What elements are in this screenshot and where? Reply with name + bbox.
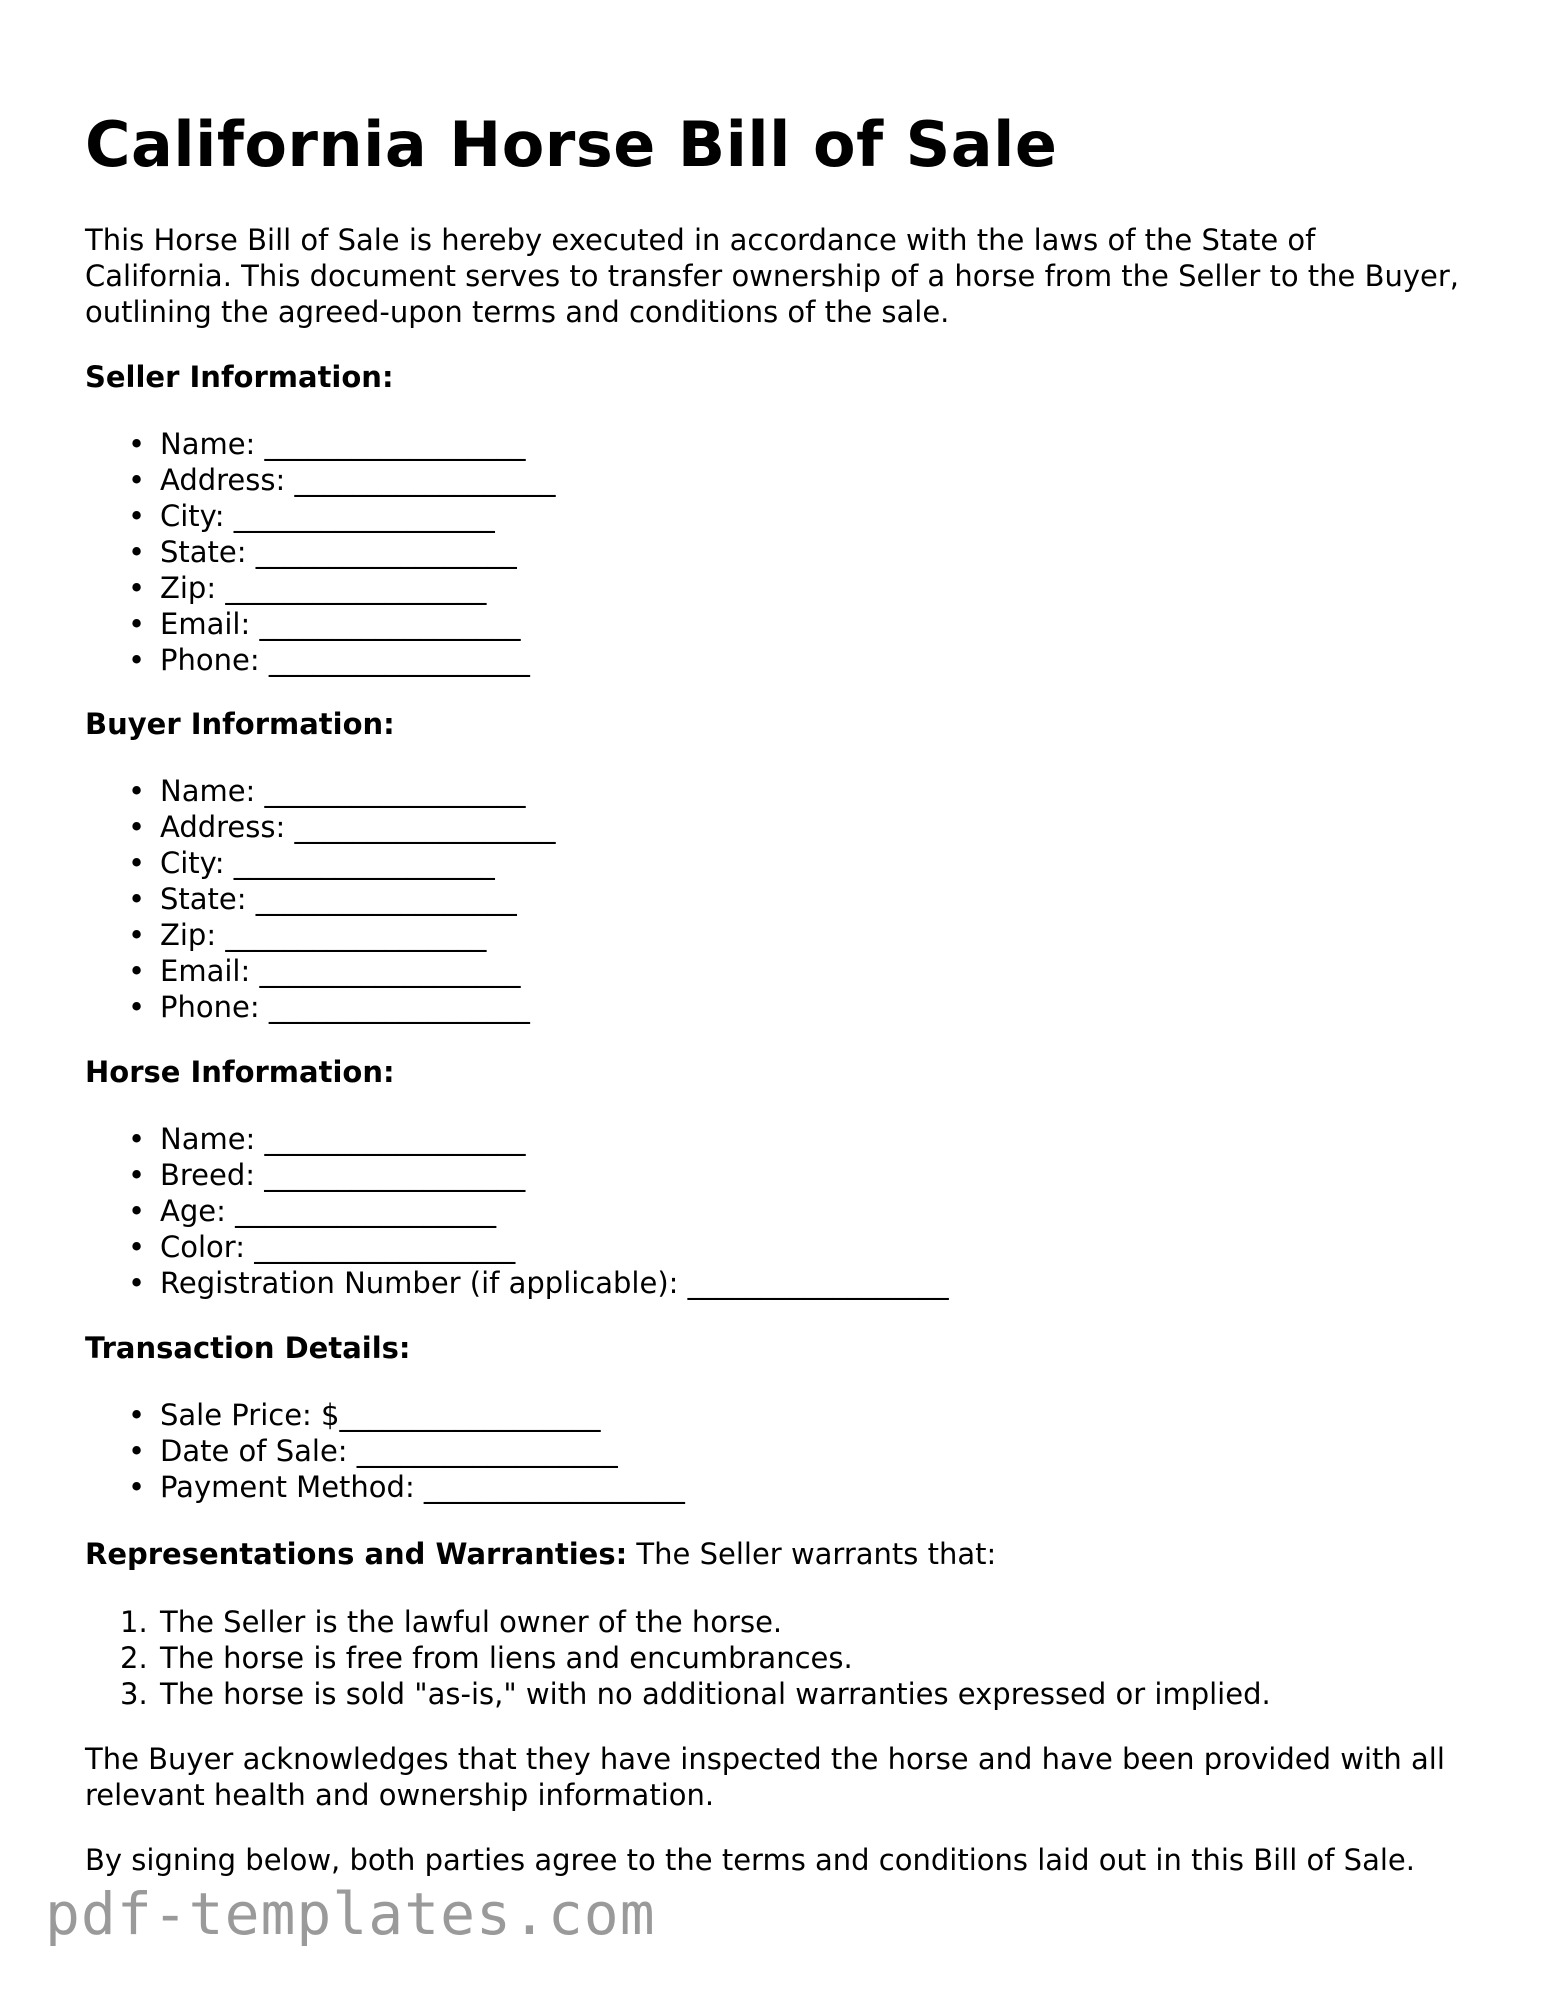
representations-heading: Representations and Warranties: — [85, 1537, 628, 1571]
buyer-heading: Buyer Information: — [85, 707, 395, 741]
sale-price-field: • Sale Price: $__________________ — [160, 1397, 685, 1433]
seller-name-field: • Name: __________________ — [160, 426, 555, 462]
buyer-address-field: • Address: __________________ — [160, 809, 555, 845]
horse-name-field: • Name: __________________ — [160, 1121, 949, 1157]
horse-age-field: • Age: __________________ — [160, 1193, 949, 1229]
warranty-item — [120, 1604, 1271, 1640]
buyer-name-field: • Name: __________________ — [160, 773, 555, 809]
horse-color-field: • Color: __________________ — [160, 1229, 949, 1265]
buyer-state-field: • State: __________________ — [160, 881, 555, 917]
warranty-text: The horse is sold "as-is," with no additional warranties expressed or implied. — [160, 1677, 1271, 1711]
intro-paragraph: This Horse Bill of Sale is hereby executed in accordance with the laws of the State of California. This document serves to transfer ownership of a horse from the Seller to the Buyer, outlining the agreed-upon terms and conditions of the sale. — [85, 223, 1460, 329]
transaction-fields — [85, 1397, 685, 1505]
buyer-phone-field: • Phone: __________________ — [160, 989, 555, 1025]
warranty-item — [120, 1676, 1271, 1712]
representations-paragraph — [85, 1536, 996, 1572]
seller-address-field: • Address: __________________ — [160, 462, 555, 498]
transaction-heading: Transaction Details: — [85, 1331, 411, 1365]
warranty-text: The Seller is the lawful owner of the horse. — [160, 1605, 783, 1639]
seller-zip-field: • Zip: __________________ — [160, 570, 555, 606]
warranty-number: 1. — [120, 1605, 148, 1639]
horse-heading: Horse Information: — [85, 1055, 395, 1089]
warranty-number: 3. — [120, 1677, 148, 1711]
warranty-item — [120, 1640, 1271, 1676]
warranties-list — [85, 1604, 1271, 1712]
horse-registration-field: • Registration Number (if applicable): __________________ — [160, 1265, 949, 1301]
watermark: pdf-templates.com — [45, 1880, 656, 1948]
buyer-fields — [85, 773, 555, 1025]
document-title: California Horse Bill of Sale — [85, 108, 1058, 181]
acknowledgment-paragraph: The Buyer acknowledges that they have inspected the horse and have been provided with all relevant health and ownership information. — [85, 1742, 1445, 1812]
seller-city-field: • City: __________________ — [160, 498, 555, 534]
signing-paragraph: By signing below, both parties agree to the terms and conditions laid out in this Bill of Sale. — [85, 1843, 1415, 1877]
representations-lead: The Seller warrants that: — [627, 1537, 997, 1571]
seller-email-field: • Email: __________________ — [160, 606, 555, 642]
seller-heading: Seller Information: — [85, 360, 394, 394]
buyer-zip-field: • Zip: __________________ — [160, 917, 555, 953]
buyer-email-field: • Email: __________________ — [160, 953, 555, 989]
horse-breed-field: • Breed: __________________ — [160, 1157, 949, 1193]
horse-fields — [85, 1121, 949, 1301]
warranty-text: The horse is free from liens and encumbrances. — [160, 1641, 853, 1675]
buyer-city-field: • City: __________________ — [160, 845, 555, 881]
seller-fields — [85, 426, 555, 678]
sale-date-field: • Date of Sale: __________________ — [160, 1433, 685, 1469]
warranty-number: 2. — [120, 1641, 148, 1675]
seller-state-field: • State: __________________ — [160, 534, 555, 570]
payment-method-field: • Payment Method: __________________ — [160, 1469, 685, 1505]
seller-phone-field: • Phone: __________________ — [160, 642, 555, 678]
